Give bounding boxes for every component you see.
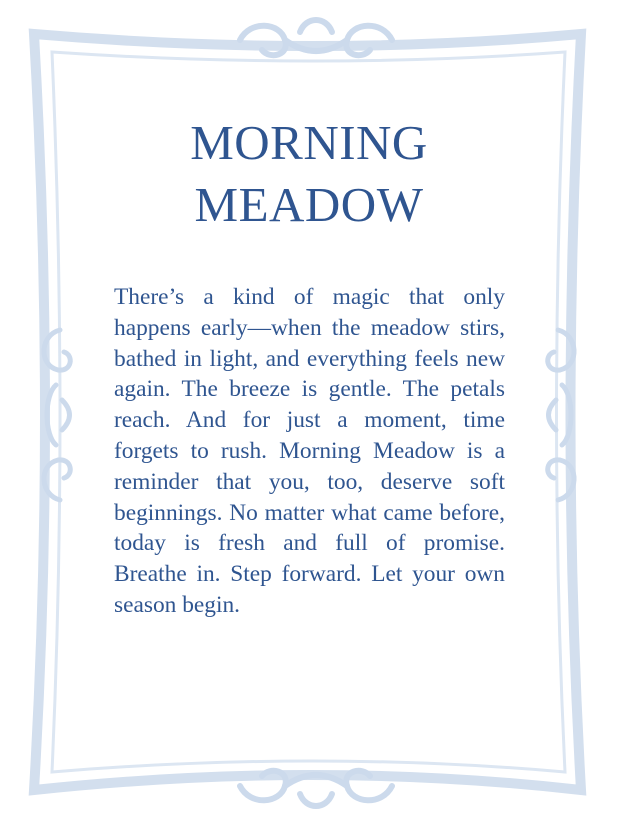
title-line-2: MEADOW: [194, 177, 424, 232]
bottom-ornament: [240, 771, 392, 806]
page-title: [110, 112, 508, 236]
body-paragraph: There’s a kind of magic that only happens early—when the meadow stirs, bathed in light, and everything feels new again. The breeze is gentle. The petals reach. And for just a moment, time forgets to rush. Morning Meadow is a reminder that you, too, deserve soft beginnings. No matter what came before, today is fresh and full of promise. Breathe in. Step forward. Let your own season begin.: [114, 284, 505, 618]
top-ornament: [240, 20, 392, 55]
title-line-1: MORNING: [190, 115, 428, 170]
